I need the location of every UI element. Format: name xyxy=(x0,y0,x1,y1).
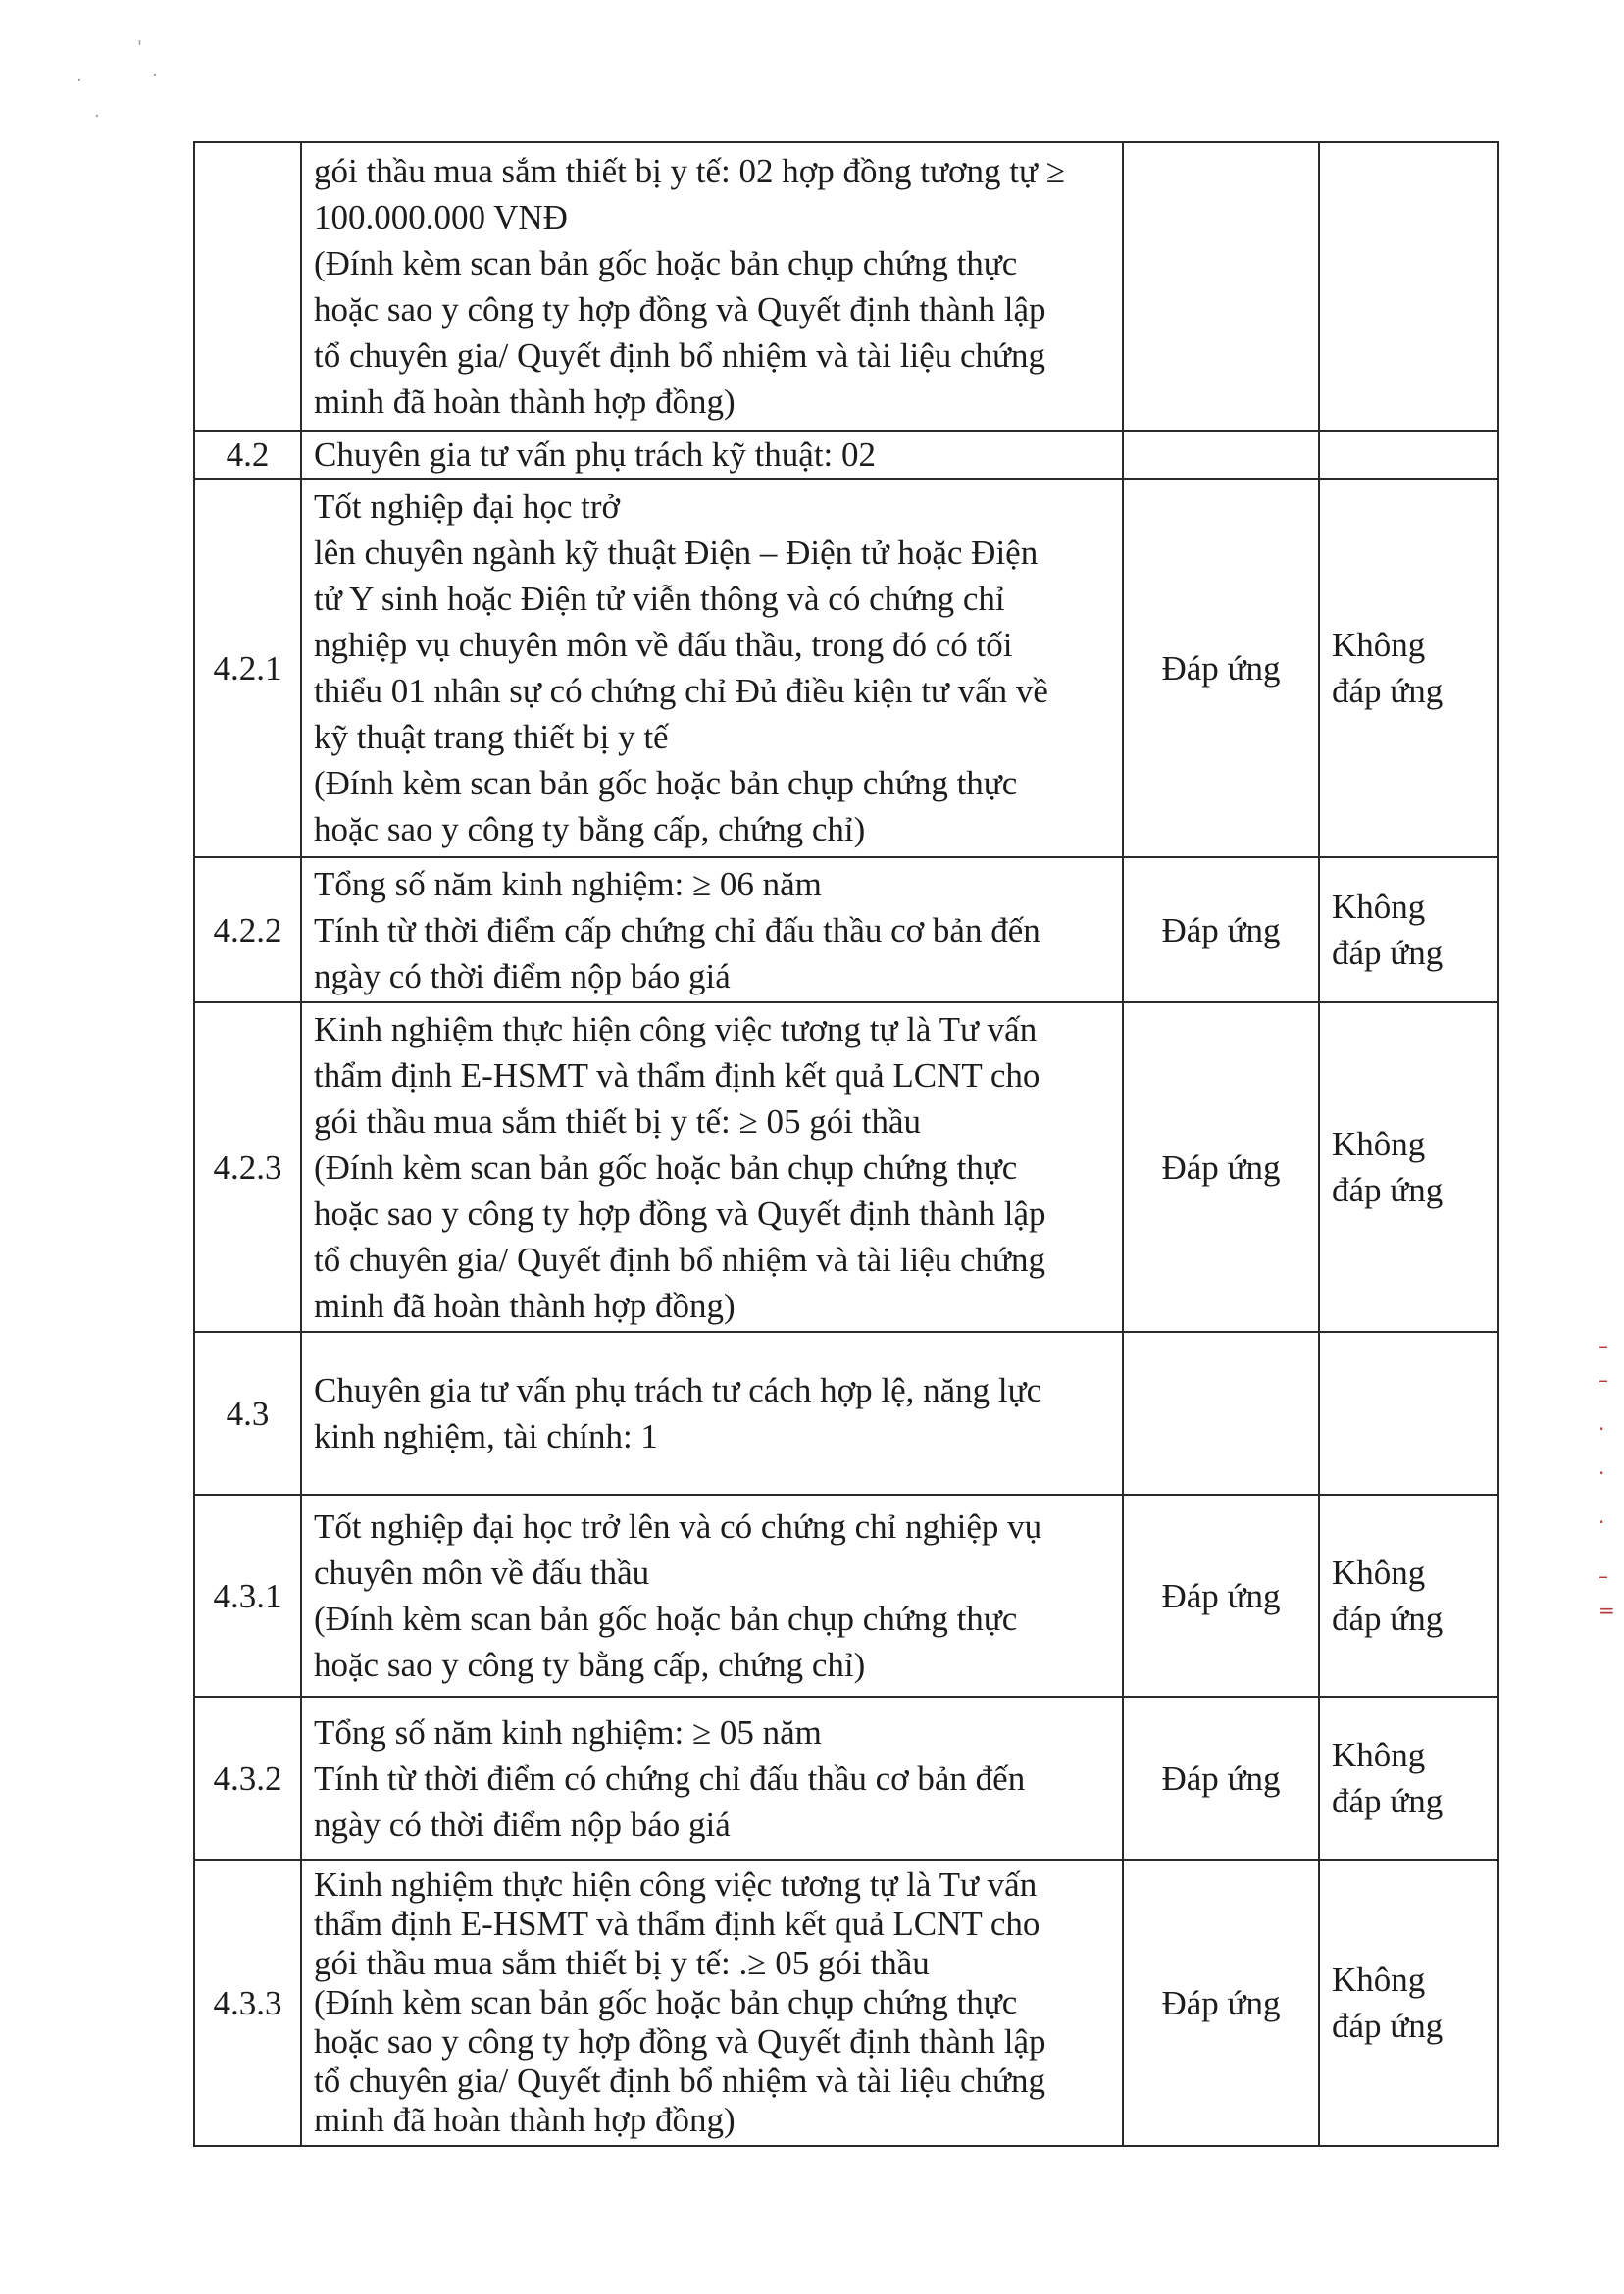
requirement-line: thẩm định E-HSMT và thẩm định kết quả LCNT cho xyxy=(314,1055,1040,1095)
not-meet-line: Không xyxy=(1332,888,1426,926)
requirement-line: minh đã hoàn thành hợp đồng) xyxy=(314,2101,736,2139)
not-meet-cell xyxy=(1319,857,1498,1002)
edge-stamp-mark: · xyxy=(1599,1510,1605,1534)
scan-speck: · xyxy=(152,65,158,85)
requirement-line: gói thầu mua sắm thiết bị y tế: .≥ 05 gói thầu xyxy=(314,1944,930,1982)
requirement-cell xyxy=(301,479,1123,857)
table-row xyxy=(194,1697,1498,1860)
table-row xyxy=(194,1332,1498,1495)
requirement-line: Chuyên gia tư vấn phụ trách kỹ thuật: 02 xyxy=(314,435,877,474)
meets-cell xyxy=(1123,142,1319,431)
requirement-line: hoặc sao y công ty bằng cấp, chứng chỉ) xyxy=(314,1646,866,1684)
meets-cell xyxy=(1123,1332,1319,1495)
meets-cell xyxy=(1123,431,1319,479)
table-row xyxy=(194,1860,1498,2146)
requirement-line: ngày có thời điểm nộp báo giá xyxy=(314,1805,731,1844)
row-number-cell: 4.2.2 xyxy=(194,857,301,1002)
requirement-line: tổ chuyên gia/ Quyết định bổ nhiệm và tài liệu chứng xyxy=(314,336,1046,375)
requirement-cell xyxy=(301,1860,1123,2146)
not-meet-cell xyxy=(1319,1495,1498,1697)
scan-speck: · xyxy=(94,106,100,127)
table-row xyxy=(194,479,1498,857)
table-row xyxy=(194,142,1498,431)
not-meet-line: Không xyxy=(1332,1736,1426,1774)
requirement-line: nghiệp vụ chuyên môn về đấu thầu, trong đó có tối xyxy=(314,626,1013,664)
requirement-line: thẩm định E-HSMT và thẩm định kết quả LCNT cho xyxy=(314,1905,1040,1943)
requirement-cell xyxy=(301,857,1123,1002)
not-meet-line: Không xyxy=(1332,1554,1426,1592)
edge-stamp-mark: · xyxy=(1599,1417,1605,1441)
requirement-line: Chuyên gia tư vấn phụ trách tư cách hợp lệ, năng lực xyxy=(314,1371,1042,1409)
requirement-line: (Đính kèm scan bản gốc hoặc bản chụp chứng thực xyxy=(314,1600,1018,1638)
requirement-line: (Đính kèm scan bản gốc hoặc bản chụp chứng thực xyxy=(314,764,1018,802)
not-meet-line: Không xyxy=(1332,1961,1426,1999)
edge-stamp-mark: · xyxy=(1599,1461,1605,1485)
requirement-line: ngày có thời điểm nộp báo giá xyxy=(314,956,731,995)
not-meet-line: đáp ứng xyxy=(1332,672,1444,710)
requirement-line: lên chuyên ngành kỹ thuật Điện – Điện tử hoặc Điện xyxy=(314,534,1039,572)
requirement-line: (Đính kèm scan bản gốc hoặc bản chụp chứng thực xyxy=(314,244,1018,282)
table-row xyxy=(194,857,1498,1002)
meets-cell: Đáp ứng xyxy=(1123,857,1319,1002)
not-meet-line: đáp ứng xyxy=(1332,1782,1444,1820)
not-meet-line: đáp ứng xyxy=(1332,934,1444,972)
requirement-line: Tổng số năm kinh nghiệm: ≥ 06 năm xyxy=(314,864,822,903)
requirement-cell xyxy=(301,1495,1123,1697)
requirement-line: Tính từ thời điểm cấp chứng chỉ đấu thầu cơ bản đến xyxy=(314,910,1040,949)
table-row xyxy=(194,431,1498,479)
meets-cell: Đáp ứng xyxy=(1123,1002,1319,1332)
requirement-line: Tổng số năm kinh nghiệm: ≥ 05 năm xyxy=(314,1712,822,1752)
row-number-cell: 4.3.1 xyxy=(194,1495,301,1697)
requirement-line: minh đã hoàn thành hợp đồng) xyxy=(314,382,736,421)
edge-stamp-mark: – xyxy=(1599,1368,1608,1392)
row-number-cell: 4.2 xyxy=(194,431,301,479)
requirement-line: Tính từ thời điểm có chứng chỉ đấu thầu cơ bản đến xyxy=(314,1759,1026,1798)
requirement-line: (Đính kèm scan bản gốc hoặc bản chụp chứng thực xyxy=(314,1147,1018,1187)
not-meet-line: đáp ứng xyxy=(1332,1171,1444,1209)
requirement-line: gói thầu mua sắm thiết bị y tế: 02 hợp đồng tương tự ≥ xyxy=(314,152,1065,190)
edge-stamp-mark: = xyxy=(1599,1599,1615,1622)
edge-stamp-mark: – xyxy=(1599,1564,1608,1588)
requirement-line: Tốt nghiệp đại học trở xyxy=(314,487,621,526)
scan-speck: ' xyxy=(137,37,142,58)
not-meet-cell xyxy=(1319,431,1498,479)
requirement-line: hoặc sao y công ty hợp đồng và Quyết định thành lập xyxy=(314,2022,1046,2061)
requirement-line: hoặc sao y công ty hợp đồng và Quyết định thành lập xyxy=(314,290,1046,329)
not-meet-cell xyxy=(1319,1332,1498,1495)
requirement-line: tổ chuyên gia/ Quyết định bổ nhiệm và tài liệu chứng xyxy=(314,1240,1046,1279)
row-number-cell: 4.3.2 xyxy=(194,1697,301,1860)
table-row xyxy=(194,1002,1498,1332)
requirement-cell xyxy=(301,1697,1123,1860)
requirement-line: kinh nghiệm, tài chính: 1 xyxy=(314,1417,658,1455)
not-meet-cell xyxy=(1319,1002,1498,1332)
requirement-line: thiểu 01 nhân sự có chứng chỉ Đủ điều kiện tư vấn về xyxy=(314,672,1048,710)
criteria-table-body xyxy=(194,142,1498,2146)
not-meet-line: đáp ứng xyxy=(1332,1600,1444,1638)
requirement-line: hoặc sao y công ty bằng cấp, chứng chỉ) xyxy=(314,810,866,848)
requirement-line: Tốt nghiệp đại học trở lên và có chứng chỉ nghiệp vụ xyxy=(314,1507,1042,1546)
requirement-cell xyxy=(301,142,1123,431)
row-number-cell: 4.2.1 xyxy=(194,479,301,857)
requirement-line: minh đã hoàn thành hợp đồng) xyxy=(314,1286,736,1325)
requirement-line: Kinh nghiệm thực hiện công việc tương tự là Tư vấn xyxy=(314,1009,1038,1048)
not-meet-line: Không xyxy=(1332,626,1426,664)
row-number-cell: 4.2.3 xyxy=(194,1002,301,1332)
requirement-line: 100.000.000 VNĐ xyxy=(314,198,568,236)
edge-stamp-mark: – xyxy=(1599,1334,1608,1357)
requirement-line: Kinh nghiệm thực hiện công việc tương tự là Tư vấn xyxy=(314,1865,1038,1904)
row-number-cell: 4.3.3 xyxy=(194,1860,301,2146)
requirement-line: chuyên môn về đấu thầu xyxy=(314,1554,650,1592)
not-meet-cell xyxy=(1319,142,1498,431)
meets-cell: Đáp ứng xyxy=(1123,479,1319,857)
meets-cell: Đáp ứng xyxy=(1123,1860,1319,2146)
not-meet-line: Không xyxy=(1332,1125,1426,1163)
requirement-line: gói thầu mua sắm thiết bị y tế: ≥ 05 gói thầu xyxy=(314,1101,921,1141)
scan-speck: · xyxy=(76,71,82,91)
not-meet-cell xyxy=(1319,1697,1498,1860)
requirement-cell xyxy=(301,1332,1123,1495)
row-number-cell: 4.3 xyxy=(194,1332,301,1495)
requirement-line: hoặc sao y công ty hợp đồng và Quyết định thành lập xyxy=(314,1194,1046,1233)
requirement-cell xyxy=(301,1002,1123,1332)
not-meet-cell xyxy=(1319,1860,1498,2146)
meets-cell: Đáp ứng xyxy=(1123,1697,1319,1860)
row-number-cell xyxy=(194,142,301,431)
requirement-line: kỹ thuật trang thiết bị y tế xyxy=(314,718,669,756)
requirement-cell xyxy=(301,431,1123,479)
meets-cell: Đáp ứng xyxy=(1123,1495,1319,1697)
requirement-line: (Đính kèm scan bản gốc hoặc bản chụp chứng thực xyxy=(314,1983,1018,2021)
not-meet-cell xyxy=(1319,479,1498,857)
requirement-line: tử Y sinh hoặc Điện tử viễn thông và có chứng chỉ xyxy=(314,580,1005,618)
not-meet-line: đáp ứng xyxy=(1332,2007,1444,2045)
table-row xyxy=(194,1495,1498,1697)
criteria-table xyxy=(193,141,1499,2147)
requirement-line: tổ chuyên gia/ Quyết định bổ nhiệm và tài liệu chứng xyxy=(314,2062,1046,2100)
